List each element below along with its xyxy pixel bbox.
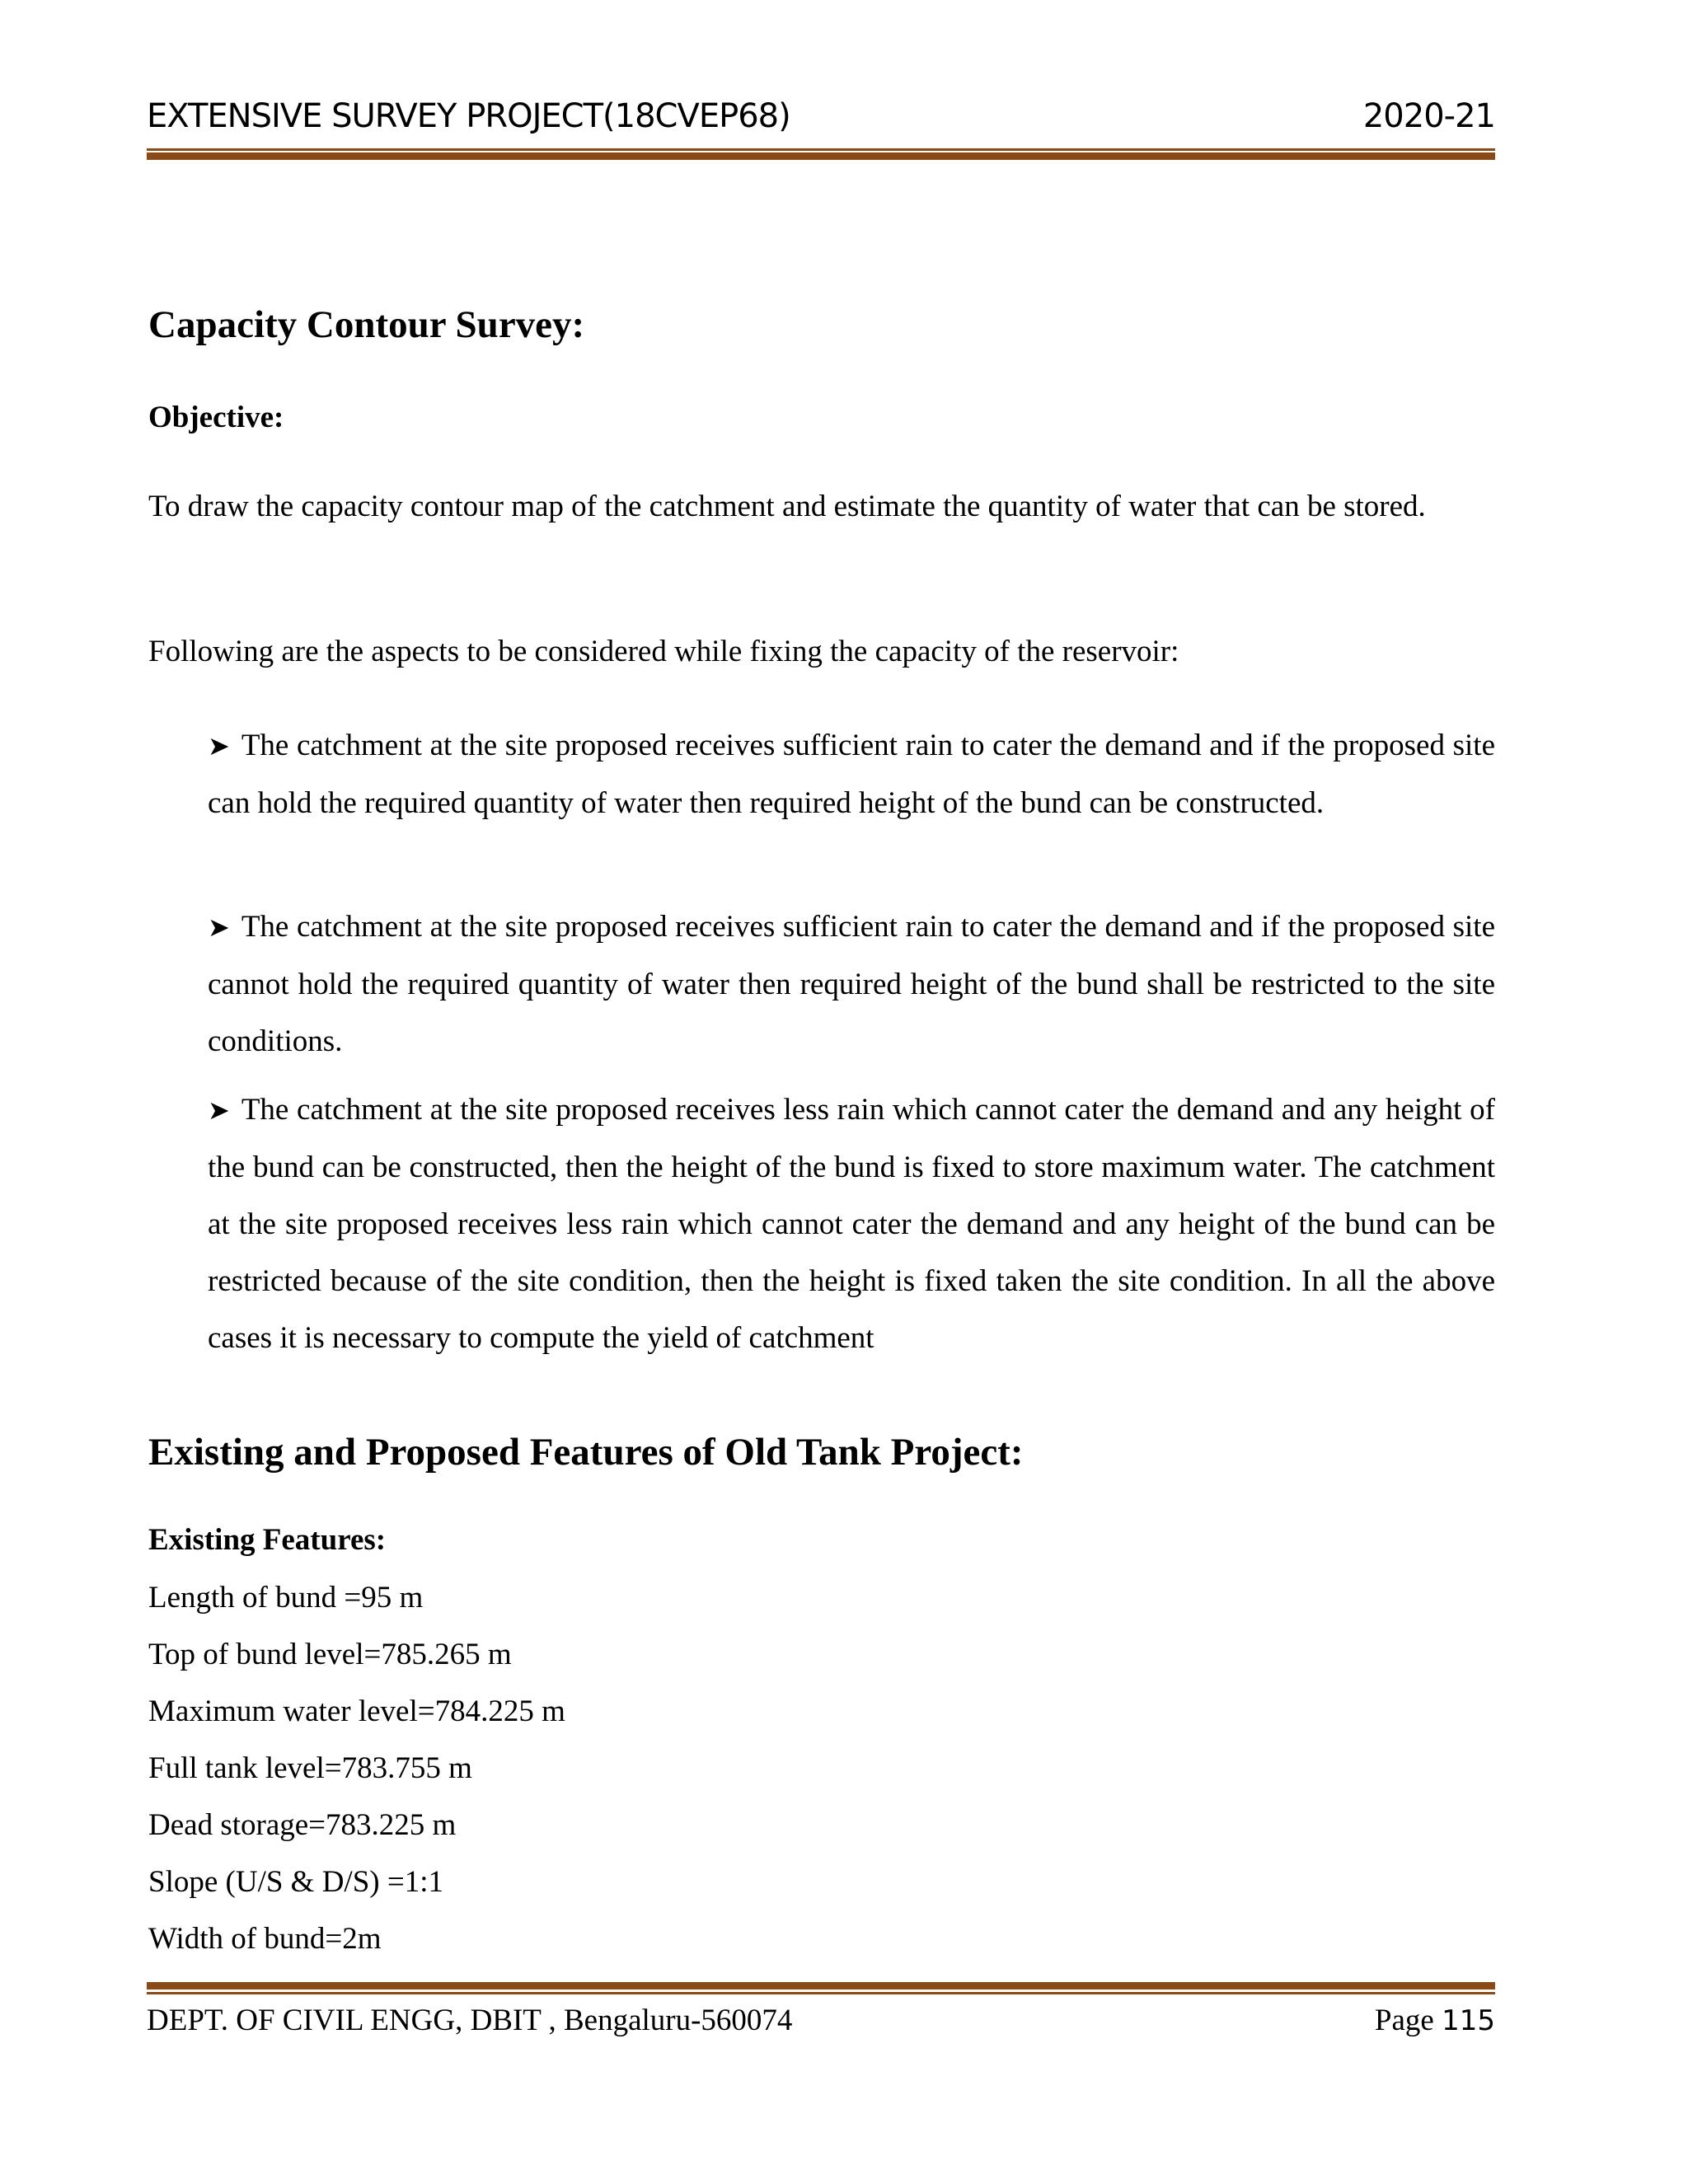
header-rule-thin [147,148,1495,151]
existing-features-label: Existing Features: [148,1523,387,1557]
feature-item: Full tank level=783.755 m [148,1751,472,1785]
objective-text: To draw the capacity contour map of the catchment and estimate the quantity of water that can be stored. [148,490,1426,523]
page-label: Page [1374,2004,1434,2037]
arrowhead-bullet-icon: ➤ [208,730,230,762]
footer-rule-thin [147,1992,1495,1994]
footer-rule-thick [147,1982,1495,1990]
header-year: 2020-21 [1362,97,1495,135]
list-item-text: The catchment at the site proposed receives less rain which cannot cater the demand and any height of the bund can be constructed, then the height of the bund is fixed to store maximum water. The catchment at the site proposed receives less rain which cannot cater the demand and any height of the bund can be restricted because of the site condition, then the height is fixed taken the site condition. In all the above cases it is necessary to compute the yield of catchment [208,1093,1495,1355]
list-item [208,717,1495,832]
list-item [208,898,1495,1070]
header-title: EXTENSIVE SURVEY PROJECT(18CVEP68) [147,97,790,135]
page-footer [147,2003,1495,2052]
list-item [208,1081,1495,1366]
footer-department: DEPT. OF CIVIL ENGG, DBIT , Bengaluru-560074 [147,2004,793,2037]
aspects-intro: Following are the aspects to be considered while fixing the capacity of the reservoir: [148,635,1179,668]
objective-label: Objective: [148,401,284,434]
list-item-text: The catchment at the site proposed receives sufficient rain to cater the demand and if the proposed site cannot hold the required quantity of water then required height of the bund shall be restricted to the site conditions. [208,910,1495,1058]
footer-page [1375,2003,1495,2038]
page-header [147,97,1495,148]
feature-item: Length of bund =95 m [148,1581,424,1615]
arrowhead-bullet-icon: ➤ [208,1094,230,1126]
feature-item: Slope (U/S & D/S) =1:1 [148,1865,444,1899]
feature-item: Width of bund=2m [148,1922,382,1956]
feature-item: Dead storage=783.225 m [148,1808,457,1842]
page-number: 115 [1442,2004,1495,2037]
section-heading-features: Existing and Proposed Features of Old Tank Project: [148,1431,1024,1474]
arrowhead-bullet-icon: ➤ [208,912,230,943]
header-rule-thick [147,152,1495,160]
feature-item: Top of bund level=785.265 m [148,1638,512,1671]
section-heading-capacity: Capacity Contour Survey: [148,303,585,346]
feature-item: Maximum water level=784.225 m [148,1694,565,1728]
list-item-text: The catchment at the site proposed receives sufficient rain to cater the demand and if the proposed site can hold the required quantity of water then required height of the bund can be constructed. [208,729,1495,820]
